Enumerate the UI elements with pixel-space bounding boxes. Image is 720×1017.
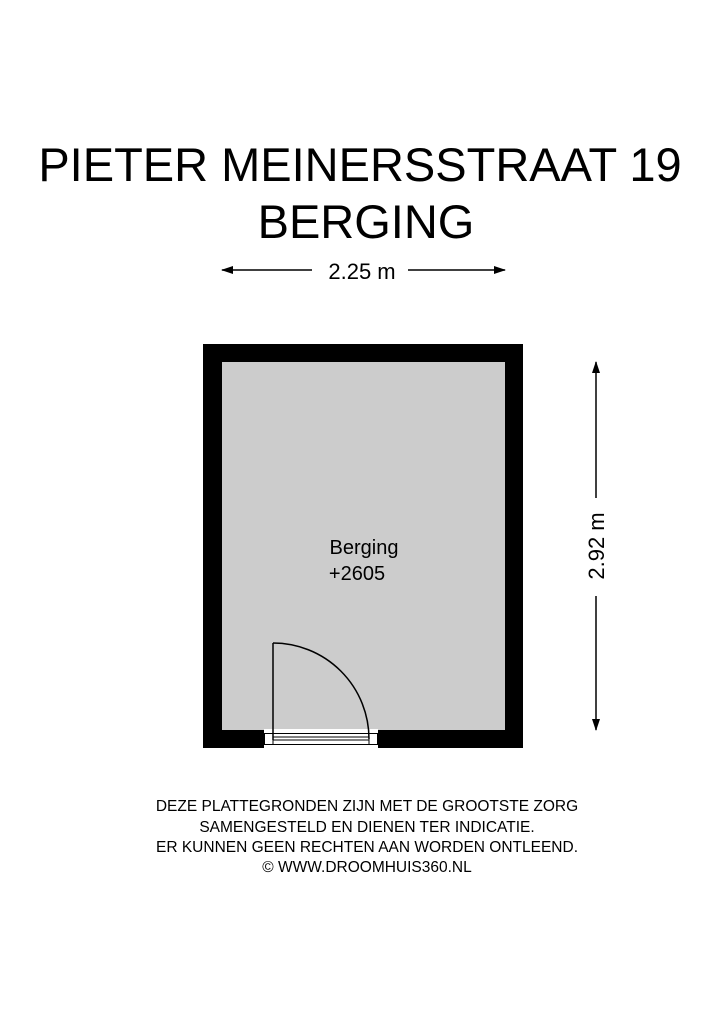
width-dimension: [222, 259, 505, 284]
plan-title-address: PIETER MEINERSSTRAAT 19: [38, 138, 682, 191]
door-opening: [264, 729, 378, 749]
depth-dimension: [584, 362, 609, 730]
disclaimer: [156, 798, 578, 876]
website-credit: © WWW.DROOMHUIS360.NL: [262, 859, 472, 876]
width-label: 2.25 m: [328, 259, 396, 284]
disclaimer-line: ER KUNNEN GEEN RECHTEN AAN WORDEN ONTLEEND.: [156, 839, 578, 856]
room-berging: [203, 344, 523, 749]
depth-label: 2.92 m: [584, 512, 609, 580]
disclaimer-line: DEZE PLATTEGRONDEN ZIJN MET DE GROOTSTE ZORG: [155, 798, 579, 815]
disclaimer-line: SAMENGESTELD EN DIENEN TER INDICATIE.: [199, 819, 535, 836]
room-level: +2605: [328, 563, 386, 585]
room-name: Berging: [329, 537, 399, 559]
plan-title-floor: BERGING: [257, 195, 475, 248]
